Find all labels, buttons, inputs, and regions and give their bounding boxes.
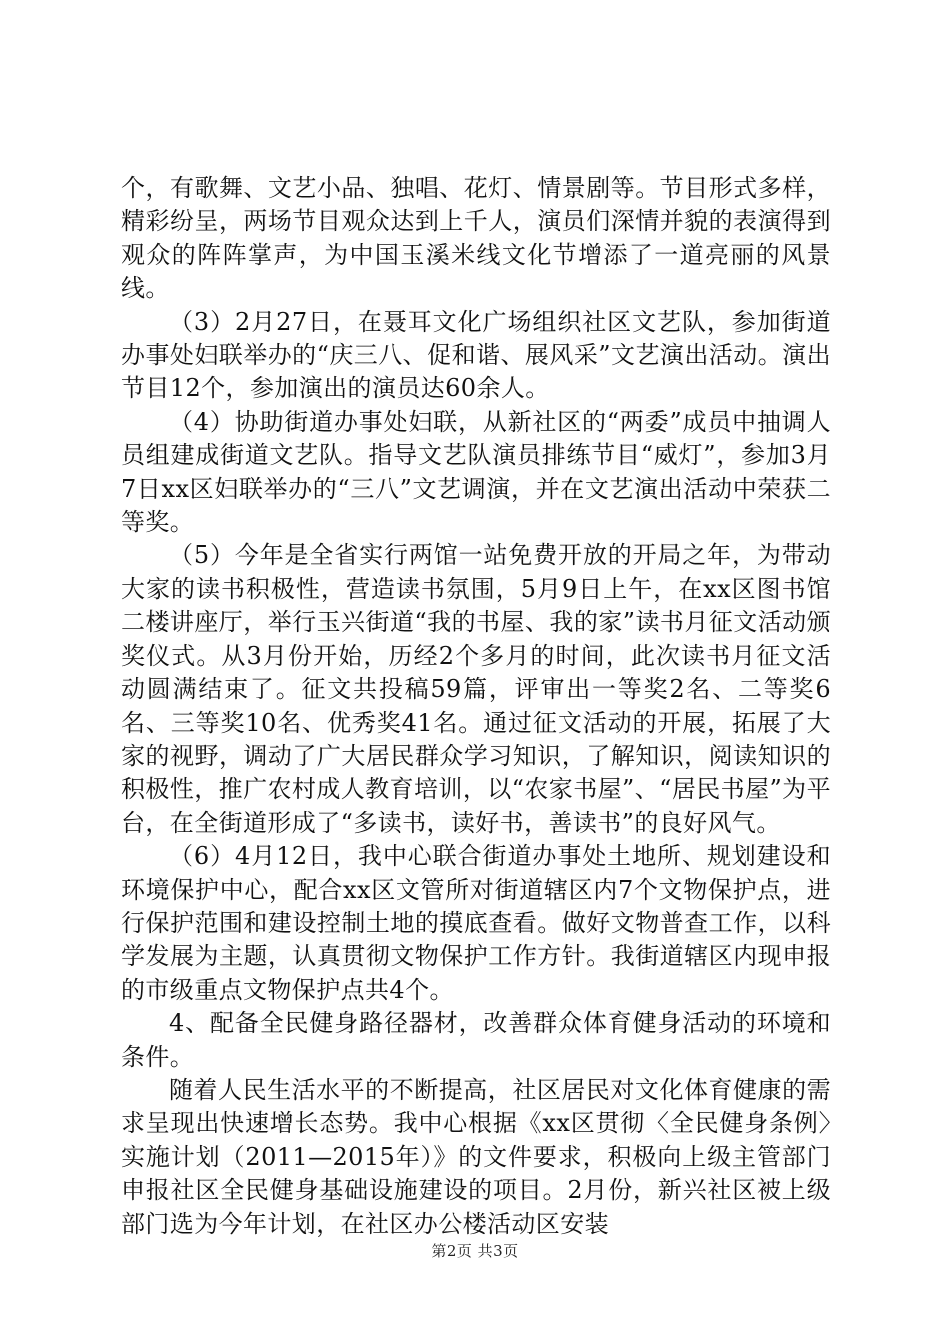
paragraph-fitness: 随着人民生活水平的不断提高，社区居民对文化体育健康的需求呈现出快速增长态势。我中心根据《xx区贯彻〈全民健身条例〉实施计划（2011—2015年）》的文件要求，积极向上级主管部门申报社区全民健身基础设施建设的项目。2月份，新兴社区被上级部门选为今年计划，在社区办公楼活动区安装 (121, 1075, 831, 1238)
section-heading-4: 4、配备全民健身路径器材，改善群众体育健身活动的环境和条件。 (121, 1009, 831, 1071)
paragraph-item-3: （3）2月27日，在聂耳文化广场组织社区文艺队，参加街道办事处妇联举办的“庆三八、促和谐、展风采”文艺演出活动。演出节目12个，参加演出的演员达60余人。 (121, 307, 831, 403)
paragraph-item-5: （5）今年是全省实行两馆一站免费开放的开局之年，为带动大家的读书积极性，营造读书氛围，5月9日上午，在xx区图书馆二楼讲座厅，举行玉兴街道“我的书屋、我的家”读书月征文活动颁奖仪式。从3月份开始，历经2个多月的时间，此次读书月征文活动圆满结束了。征文共投稿59篇，评审出一等奖2名、二等奖6名、三等奖10名、优秀奖41名。通过征文活动的开展，拓展了大家的视野，调动了广大居民群众学习知识，了解知识，阅读知识的积极性，推广农村成人教育培训，以“农家书屋”、“居民书屋”为平台，在全街道形成了“多读书，读好书，善读书”的良好风气。 (121, 541, 831, 837)
paragraph-continuation: 个，有歌舞、文艺小品、独唱、花灯、情景剧等。节目形式多样，精彩纷呈，两场节目观众达到上千人，演员们深情并貌的表演得到观众的阵阵掌声，为中国玉溪米线文化节增添了一道亮丽的风景线。 (121, 174, 831, 303)
paragraph-item-4: （4）协助街道办事处妇联，从新社区的“两委”成员中抽调人员组建成街道文艺队。指导文艺队演员排练节目“威灯”，参加3月7日xx区妇联举办的“三八”文艺调演，并在文艺演出活动中荣获二等奖。 (121, 407, 831, 537)
paragraph-item-6: （6）4月12日，我中心联合街道办事处土地所、规划建设和环境保护中心，配合xx区文管所对街道辖区内7个文物保护点，进行保护范围和建设控制土地的摸底查看。做好文物普查工作，以科学发展为主题，认真贯彻文物保护工作方针。我街道辖区内现申报的市级重点文物保护点共4个。 (121, 842, 831, 1004)
page-number-footer: 第2页 共3页 (431, 1242, 519, 1260)
document-body (121, 172, 831, 1241)
